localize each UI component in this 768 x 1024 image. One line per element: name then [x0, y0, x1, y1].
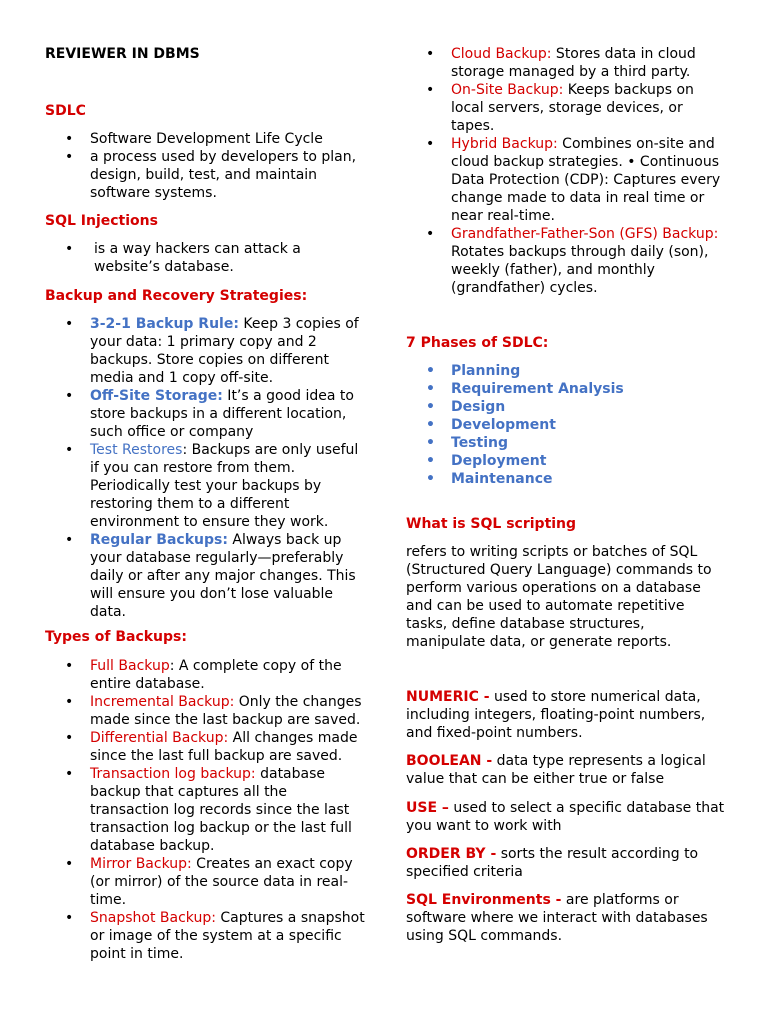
- sql-injections-list: [45, 240, 367, 276]
- phase-item: • Testing: [406, 434, 728, 452]
- phases-list: [406, 362, 728, 488]
- definition-sql-environments: [406, 891, 722, 945]
- term: Regular Backups:: [90, 532, 228, 548]
- term: 3-2-1 Backup Rule:: [90, 316, 239, 332]
- list-item: [45, 765, 367, 855]
- desc: Combines on-site and cloud backup strategies. • Continuous Data Protection (CDP): Captures every change made to data in real time or near real-time.: [451, 136, 721, 224]
- desc: used to select a specific database that you want to work with: [406, 800, 725, 834]
- term: On-Site Backup:: [451, 82, 564, 98]
- desc: All changes made since the last full backup are saved.: [90, 730, 358, 764]
- list-item: [406, 81, 728, 135]
- sql-scripting-heading: What is SQL scripting: [406, 516, 577, 532]
- phase-item: • Deployment: [406, 452, 728, 470]
- definition-use: [406, 799, 728, 835]
- list-item: [45, 387, 367, 441]
- list-item: [45, 729, 367, 765]
- sql-scripting-body: refers to writing scripts or batches of SQL (Structured Query Language) commands to perform various operations on a database and can be used to automate repetitive tasks, define database structures, manipulate data, or generate reports.: [406, 544, 712, 650]
- desc: : Backups are only useful if you can restore from them. Periodically test your backups by restoring them to a different environment to ensure they work.: [90, 442, 359, 530]
- list-item: [45, 441, 367, 531]
- backup-types-heading: Types of Backups:: [45, 629, 187, 645]
- term: Test Restores: [90, 442, 183, 458]
- phase-item: • Development: [406, 416, 728, 434]
- document-title: REVIEWER IN DBMS: [45, 46, 200, 62]
- desc: database backup that captures all the transaction log records since the last transaction log backup or the last full database backup.: [90, 766, 352, 854]
- list-item: [45, 315, 367, 387]
- definition-boolean: [406, 752, 722, 788]
- desc: It’s a good idea to store backups in a different location, such office or company: [90, 388, 354, 440]
- desc: Keep 3 copies of your data: 1 primary copy and 2 backups. Store copies on different media and 1 copy off-site.: [90, 316, 359, 386]
- definition-order-by: [406, 845, 722, 881]
- term: SQL Environments -: [406, 892, 562, 908]
- term: Off-Site Storage:: [90, 388, 223, 404]
- list-item: [45, 855, 367, 909]
- desc: used to store numerical data, including integers, floating-point numbers, and fixed-point numbers.: [406, 689, 706, 741]
- desc: are platforms or software where we interact with databases using SQL commands.: [406, 892, 708, 944]
- term: Mirror Backup:: [90, 856, 192, 872]
- list-item: [406, 45, 728, 81]
- phase-item: • Planning: [406, 362, 728, 380]
- desc: : A complete copy of the entire database.: [90, 658, 342, 692]
- phase-item: • Design: [406, 398, 728, 416]
- desc: Creates an exact copy (or mirror) of the source data in real-time.: [90, 856, 353, 908]
- backup-recovery-list: [45, 315, 367, 621]
- definition-numeric: [406, 688, 722, 742]
- list-item: • is a way hackers can attack a website’s database.: [45, 240, 324, 276]
- term: NUMERIC -: [406, 689, 490, 705]
- phase-item: • Maintenance: [406, 470, 728, 488]
- term: Incremental Backup:: [90, 694, 235, 710]
- phases-heading: 7 Phases of SDLC:: [406, 335, 549, 351]
- term: Hybrid Backup:: [451, 136, 558, 152]
- sdlc-heading: SDLC: [45, 103, 86, 119]
- list-item: • Software Development Life Cycle: [45, 130, 367, 148]
- term: Differential Backup:: [90, 730, 229, 746]
- phase-item: • Requirement Analysis: [406, 380, 728, 398]
- sdlc-list: [45, 130, 367, 202]
- sql-injections-heading: SQL Injections: [45, 213, 158, 229]
- list-item: • a process used by developers to plan, design, build, test, and maintain software systems.: [45, 148, 367, 202]
- term: Full Backup: [90, 658, 170, 674]
- term: Transaction log backup:: [90, 766, 256, 782]
- list-item: [406, 135, 728, 225]
- desc: Always back up your database regularly—preferably daily or after any major changes. This will ensure you don’t lose valuable data.: [90, 532, 356, 620]
- backup-types-list-continued: [406, 45, 728, 297]
- list-item: [45, 693, 367, 729]
- list-item: [45, 909, 367, 963]
- desc: Captures a snapshot or image of the system at a specific point in time.: [90, 910, 365, 962]
- backup-recovery-heading: Backup and Recovery Strategies:: [45, 288, 308, 304]
- desc: sorts the result according to specified criteria: [406, 846, 699, 880]
- term: BOOLEAN -: [406, 753, 493, 769]
- term: Snapshot Backup:: [90, 910, 216, 926]
- list-item: [45, 531, 367, 621]
- term: Cloud Backup:: [451, 46, 552, 62]
- term: ORDER BY -: [406, 846, 497, 862]
- desc: Keeps backups on local servers, storage devices, or tapes.: [451, 82, 694, 134]
- backup-types-list: [45, 657, 367, 963]
- term: USE –: [406, 800, 449, 816]
- desc: data type represents a logical value that can be either true or false: [406, 753, 706, 787]
- list-item: [406, 225, 728, 297]
- list-item: [45, 657, 367, 693]
- term: Grandfather-Father-Son (GFS) Backup:: [451, 226, 719, 242]
- desc: Only the changes made since the last backup are saved.: [90, 694, 362, 728]
- desc: Rotates backups through daily (son), weekly (father), and monthly (grandfather) cycles.: [451, 244, 709, 296]
- desc: Stores data in cloud storage managed by a third party.: [451, 46, 696, 80]
